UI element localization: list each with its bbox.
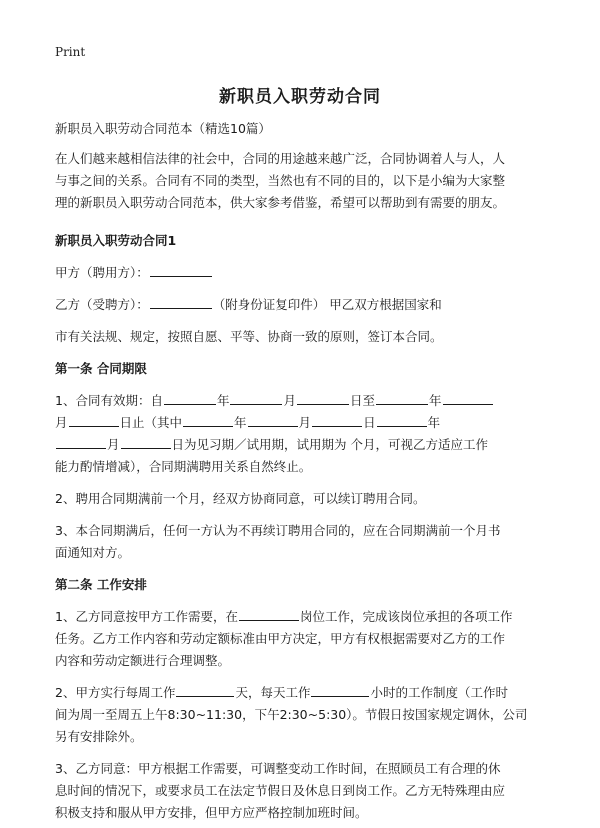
- article1-p1-line1: [55, 390, 551, 412]
- blank-field: [376, 390, 428, 405]
- blank-field: [297, 390, 349, 405]
- blank-field: [56, 434, 106, 449]
- article2-paragraph2: [55, 682, 551, 748]
- text: 任务。乙方工作内容和劳动定额标准由甲方决定，甲方有权根据需要对乙方的工作: [55, 631, 506, 646]
- blank-field: [164, 390, 216, 405]
- article1-p1-line4: 能力酌情增减），合同期满聘用关系自然终止。: [55, 459, 312, 474]
- blank-field: [377, 412, 427, 427]
- document-body: [55, 118, 551, 824]
- blank-field: [239, 606, 299, 621]
- intro-line: 与事之间的关系。合同有不同的类型，当然也有不同的目的，以下是小编为大家整: [55, 173, 506, 188]
- text: 年: [429, 393, 442, 408]
- intro-line: 在人们越来越相信法律的社会中，合同的用途越来越广泛，合同协调着人与人，人: [55, 151, 506, 166]
- text: 月: [298, 415, 312, 430]
- text: 积极支持和服从甲方安排，但甲方应严格控制加班时间。: [55, 805, 368, 820]
- article1-paragraph1: [55, 390, 551, 478]
- text: 年: [216, 393, 230, 408]
- text: 3、乙方同意：甲方根据工作需要，可调整变动工作时间，在照顾员工有合理的休: [55, 761, 501, 776]
- intro-paragraph: [55, 148, 551, 214]
- blank-field: [176, 682, 234, 697]
- blank-field: [312, 412, 362, 427]
- text: 天，每天工作: [235, 685, 311, 700]
- text: 日: [363, 415, 376, 430]
- text: 年: [234, 415, 247, 430]
- text: 1、乙方同意按甲方工作需要，在: [55, 609, 238, 624]
- text: 月: [107, 437, 120, 452]
- text: 3、本合同期满后，任何一方认为不再续订聘用合同的，应在合同期满前一个月书: [55, 523, 501, 538]
- article1-p1-line3: [55, 434, 551, 456]
- text: 2、甲方实行每周工作: [55, 685, 176, 700]
- article1-heading: 第一条 合同期限: [55, 361, 147, 376]
- blank-field: [443, 390, 493, 405]
- article2-p2-line1: [55, 682, 551, 704]
- intro-line: 理的新职员入职劳动合同范本，供大家参考借鉴，希望可以帮助到有需要的朋友。: [55, 195, 506, 210]
- article1-paragraph2: 2、聘用合同期满前一个月，经双方协商同意，可以续订聘用合同。: [55, 491, 426, 506]
- text: 日止（其中: [119, 415, 183, 430]
- article2-heading: 第二条 工作安排: [55, 577, 147, 592]
- party-a-line: [55, 262, 551, 284]
- article2-p1-line1: [55, 606, 551, 628]
- text: 月: [55, 415, 68, 430]
- blank-field: [311, 682, 369, 697]
- text: 日至: [350, 393, 376, 408]
- party-a-blank: [150, 262, 212, 277]
- text: 年: [427, 415, 441, 430]
- print-label: Print: [55, 45, 86, 59]
- text: 息时间的情况下，或要求员工在法定节假日及休息日到岗工作。乙方无特殊理由应: [55, 783, 506, 798]
- party-b-line2: 市有关法规、规定，按照自愿、平等、协商一致的原则，签订本合同。: [55, 329, 443, 344]
- text: 岗位工作，完成该岗位承担的各项工作: [299, 609, 513, 624]
- text: 月: [283, 393, 296, 408]
- blank-field: [121, 434, 171, 449]
- text: 小时的工作制度（工作时: [370, 685, 508, 700]
- text: 1、合同有效期：自: [55, 393, 163, 408]
- article1-paragraph3: [55, 520, 551, 564]
- article2-paragraph3: [55, 758, 551, 824]
- article1-p1-line2: [55, 412, 551, 434]
- blank-field: [248, 412, 298, 427]
- party-b-blank: [150, 294, 212, 309]
- text: 内容和劳动定额进行合理调整。: [55, 653, 231, 668]
- party-b-label: 乙方（受聘方）：: [55, 297, 149, 312]
- text: 日为见习期／试用期，试用期为 个月，可视乙方适应工作: [171, 437, 488, 452]
- blank-field: [230, 390, 282, 405]
- party-b-line: [55, 294, 551, 316]
- text: 间为周一至周五上午8:30~11:30，下午2:30~5:30）。节假日按国家规定调休，公司: [55, 707, 528, 722]
- section-heading: 新职员入职劳动合同1: [55, 233, 177, 248]
- blank-field: [69, 412, 119, 427]
- page-title: 新职员入职劳动合同: [219, 87, 381, 107]
- blank-field: [183, 412, 233, 427]
- article2-paragraph1: [55, 606, 551, 672]
- subtitle: 新职员入职劳动合同范本（精选10篇）: [55, 121, 271, 136]
- text: 另有安排除外。: [55, 729, 143, 744]
- party-b-suffix: （附身份证复印件） 甲乙双方根据国家和: [212, 297, 442, 312]
- text: 面通知对方。: [55, 545, 131, 560]
- party-a-label: 甲方（聘用方）：: [55, 265, 149, 280]
